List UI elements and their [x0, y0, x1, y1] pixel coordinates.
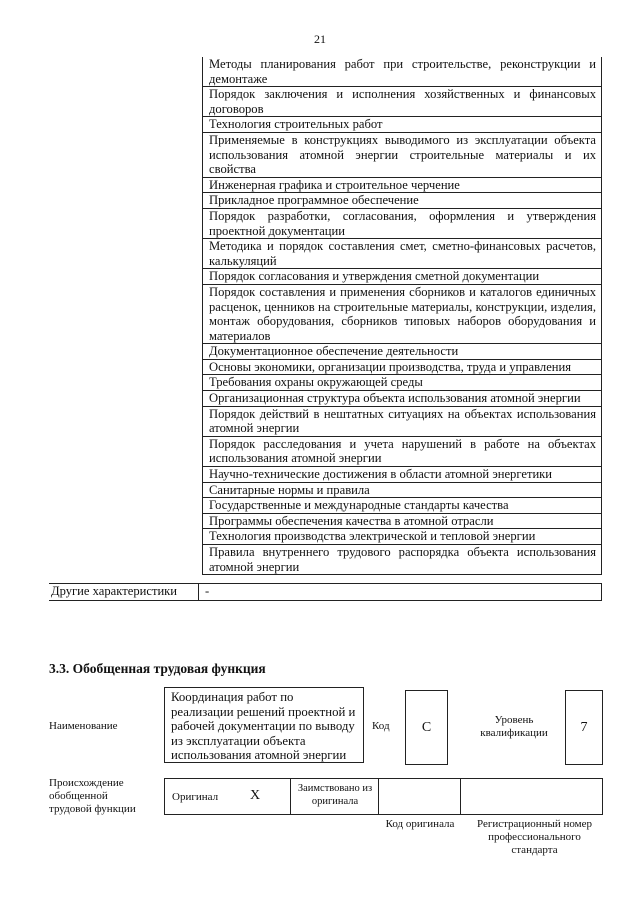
knowledge-item: Инженерная графика и строительное черчение — [202, 178, 602, 194]
registration-number-caption: Регистрационный номер профессионального стандарта — [476, 818, 593, 856]
origin-divider-1 — [290, 778, 291, 815]
origin-label: Происхождение обобщенной трудовой функции — [49, 777, 136, 815]
knowledge-row — [49, 375, 602, 391]
level-label: Уровень квалификации — [480, 714, 548, 739]
knowledge-item: Научно-технические достижения в области атомной энергетики — [202, 467, 602, 483]
knowledge-row — [49, 344, 602, 360]
other-characteristics-label: Другие характеристики — [49, 584, 199, 600]
knowledge-item: Порядок заключения и исполнения хозяйственных и финансовых договоров — [202, 87, 602, 117]
knowledge-row — [49, 483, 602, 499]
knowledge-item: Правила внутреннего трудового распорядка объекта использования атомной энергии — [202, 545, 602, 575]
knowledge-row — [49, 407, 602, 437]
origin-divider-3 — [460, 778, 461, 815]
knowledge-row — [49, 391, 602, 407]
knowledge-row — [49, 209, 602, 239]
knowledge-row — [49, 360, 602, 376]
knowledge-item: Порядок разработки, согласования, оформления и утверждения проектной документации — [202, 209, 602, 239]
code-label: Код — [372, 720, 390, 732]
knowledge-row — [49, 529, 602, 545]
knowledge-item: Технология строительных работ — [202, 117, 602, 133]
knowledge-row — [49, 178, 602, 194]
section-title: 3.3. Обобщенная трудовая функция — [49, 661, 266, 676]
knowledge-item: Порядок согласования и утверждения сметной документации — [202, 269, 602, 285]
knowledge-row — [49, 545, 602, 575]
knowledge-item: Технология производства электрической и тепловой энергии — [202, 529, 602, 545]
page-number: 21 — [314, 32, 326, 46]
knowledge-row — [49, 133, 602, 178]
origin-table — [164, 778, 603, 815]
original-label: Оригинал — [172, 791, 219, 803]
knowledge-item: Методы планирования работ при строительстве, реконструкции и демонтаже — [202, 57, 602, 87]
knowledge-item: Организационная структура объекта использования атомной энергии — [202, 391, 602, 407]
code-value: C — [405, 690, 448, 765]
knowledge-item: Документационное обеспечение деятельности — [202, 344, 602, 360]
knowledge-row — [49, 269, 602, 285]
knowledge-row — [49, 514, 602, 530]
knowledge-row — [49, 498, 602, 514]
knowledge-item: Государственные и международные стандарты качества — [202, 498, 602, 514]
knowledge-item: Прикладное программное обеспечение — [202, 193, 602, 209]
original-mark: X — [250, 788, 261, 803]
knowledge-row — [49, 285, 602, 344]
name-value: Координация работ по реализации решений проектной и рабочей документации по выводу из эксплуатации объекта использования атомной энергии — [164, 687, 364, 763]
knowledge-row — [49, 193, 602, 209]
name-label: Наименование — [49, 720, 118, 732]
knowledge-item: Основы экономики, организации производства, труда и управления — [202, 360, 602, 376]
origin-divider-2 — [378, 778, 379, 815]
borrowed-label: Заимствовано из оригинала — [297, 783, 373, 807]
knowledge-row — [49, 57, 602, 87]
knowledge-item: Требования охраны окружающей среды — [202, 375, 602, 391]
knowledge-row — [49, 467, 602, 483]
knowledge-item: Программы обеспечения качества в атомной отрасли — [202, 514, 602, 530]
knowledge-item: Применяемые в конструкциях выводимого из эксплуатации объекта использования атомной энергии строительные материалы и их свойства — [202, 133, 602, 178]
other-characteristics-row — [49, 583, 602, 601]
knowledge-item: Порядок составления и применения сборников и каталогов единичных расценок, ценников на строительные материалы, конструкции, изделия, монтаж оборудования, сборников типовых наборов оборудования и материалов — [202, 285, 602, 344]
level-value: 7 — [565, 690, 603, 765]
knowledge-row — [49, 87, 602, 117]
knowledge-row — [49, 239, 602, 269]
knowledge-item: Методика и порядок составления смет, сметно-финансовых расчетов, калькуляций — [202, 239, 602, 269]
knowledge-item: Порядок действий в нештатных ситуациях на объектах использования атомной энергии — [202, 407, 602, 437]
knowledge-row — [49, 117, 602, 133]
knowledge-row — [49, 437, 602, 467]
knowledge-table — [49, 57, 602, 575]
knowledge-item: Санитарные нормы и правила — [202, 483, 602, 499]
code-original-caption: Код оригинала — [385, 818, 455, 830]
knowledge-item: Порядок расследования и учета нарушений в работе на объектах использования атомной энергии — [202, 437, 602, 467]
other-characteristics-value: - — [199, 584, 602, 600]
